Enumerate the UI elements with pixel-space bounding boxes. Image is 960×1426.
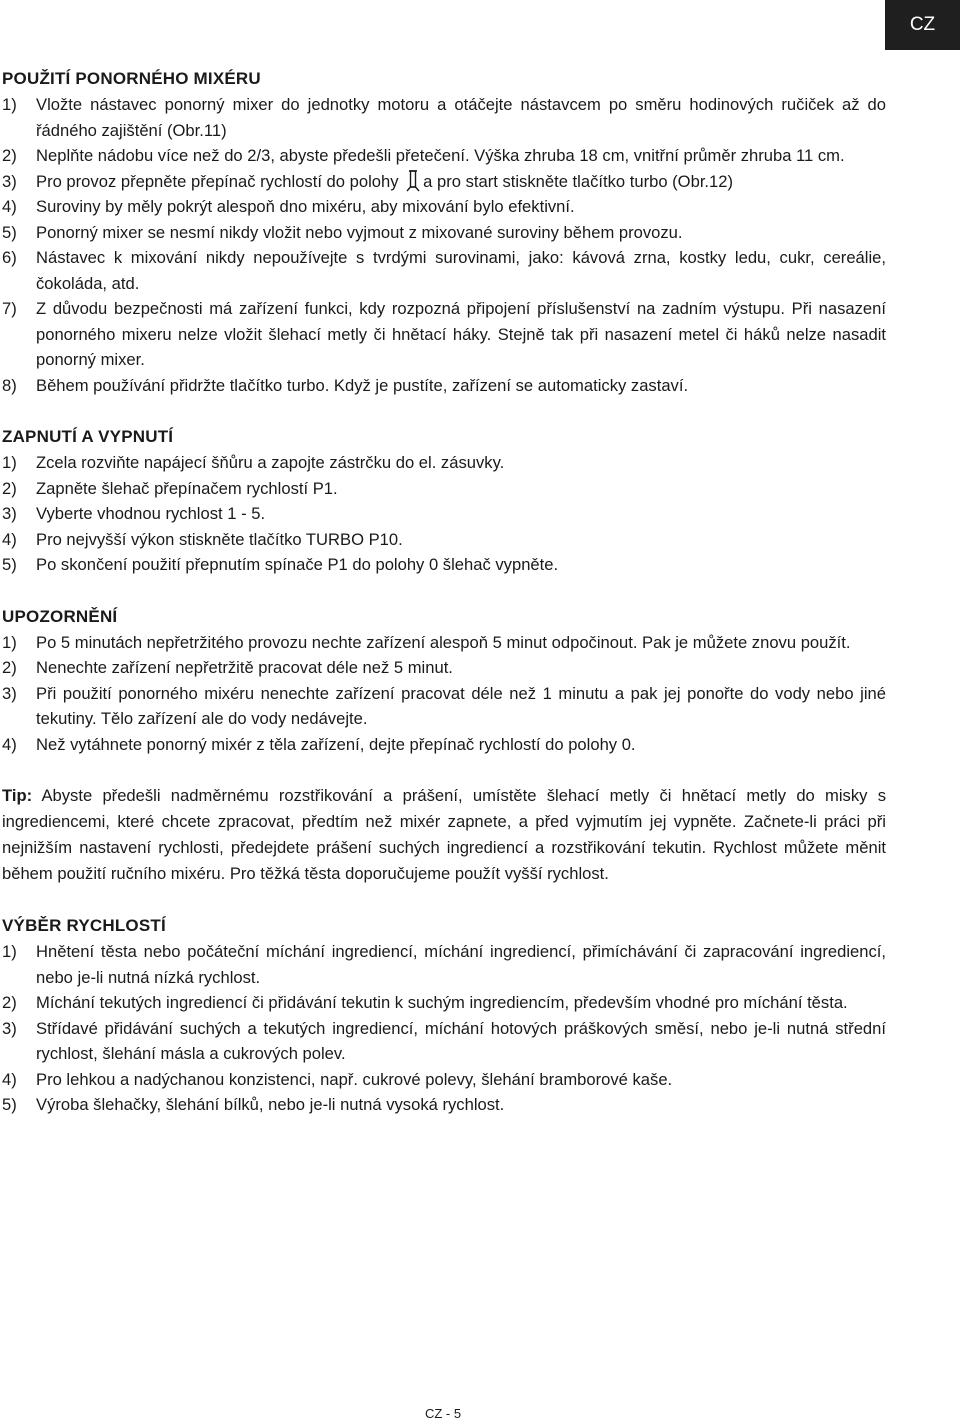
list-item: 8) Během používání přidržte tlačítko turbo. Když je pustíte, zařízení se automaticky zastaví.	[2, 375, 689, 395]
list-item: 3) Střídavé přidávání suchých a tekutých ingrediencí, míchání hotových práškových směsí, nebo je-li nutná střední rychlost, šlehání másla a cukrových polev.	[2, 1018, 886, 1063]
language-tab: CZ	[885, 0, 960, 50]
list-item: 1) Po 5 minutách nepřetržitého provozu nechte zařízení alespoň 5 minut odpočinout. Pak je můžete znovu použít.	[2, 632, 851, 652]
section-warning	[2, 604, 886, 758]
section-heading: UPOZORNĚNÍ	[2, 606, 118, 626]
section-heading: POUŽITÍ PONORNÉHO MIXÉRU	[2, 69, 261, 88]
instruction-list	[2, 939, 886, 1118]
instruction-list	[2, 92, 886, 398]
list-item: 2) Neplňte nádobu více než do 2/3, abyste předešli přetečení. Výška zhruba 18 cm, vnitřní průměr zhruba 11 cm.	[2, 146, 845, 165]
list-item: 4) Pro nejvyšší výkon stiskněte tlačítko TURBO P10.	[2, 529, 403, 549]
list-item: 3) Vyberte vhodnou rychlost 1 - 5.	[2, 504, 266, 523]
list-item: 2) Zapněte šlehač přepínačem rychlostí P1.	[2, 478, 338, 498]
instruction-list	[2, 450, 886, 578]
list-item: 6) Nástavec k mixování nikdy nepoužívejte s tvrdými surovinami, jako: kávová zrna, kostky ledu, cukr, cereálie, čokoláda, atd.	[2, 248, 886, 293]
page-number: CZ - 5	[424, 1406, 462, 1421]
list-item: 7) Z důvodu bezpečnosti má zařízení funkci, kdy rozpozná připojení příslušenství na zadním výstupu. Při nasazení ponorného mixeru nelze vložit šlehací metly či hnětací háky. Stejně tak při nasazení metel či háků nelze nasadit ponorný mixer.	[2, 299, 886, 369]
section-heading: VÝBĚR RYCHLOSTÍ	[2, 916, 166, 935]
list-item: 1) Zcela rozviňte napájecí šňůru a zapojte zástrčku do el. zásuvky.	[2, 453, 505, 472]
list-item: 2) Nenechte zařízení nepřetržitě pracovat déle než 5 minut.	[2, 658, 453, 677]
list-item: 2) Míchání tekutých ingrediencí či přidávání tekutin k suchým ingrediencím, především vhodné pro míchání těsta.	[2, 993, 848, 1012]
manual-content	[2, 66, 886, 1144]
list-item: 5) Výroba šlehačky, šlehání bílků, nebo je-li nutná vysoká rychlost.	[2, 1095, 505, 1114]
list-item: 1) Vložte nástavec ponorný mixer do jednotky motoru a otáčejte nástavcem po směru hodinových ručiček až do řádného zajištění (Obr.11)	[2, 95, 886, 140]
immersion-mixer-icon	[405, 170, 421, 192]
section-speed-selection	[2, 913, 886, 1118]
list-item: 5) Ponorný mixer se nesmí nikdy vložit nebo vyjmout z mixované suroviny během provozu.	[2, 222, 683, 242]
list-item: 3) Při použití ponorného mixéru nenechte zařízení pracovat déle než 1 minutu a pak jej ponořte do vody nebo jiné tekutiny. Tělo zařízení ale do vody nedávejte.	[2, 683, 886, 728]
list-item: 4) Suroviny by měly pokrýt alespoň dno mixéru, aby mixování bylo efektivní.	[2, 197, 575, 216]
list-item: 4) Než vytáhnete ponorný mixér z těla zařízení, dejte přepínač rychlostí do polohy 0.	[2, 734, 636, 754]
tip-label: Tip:	[2, 786, 33, 805]
tip-text: Abyste předešli nadměrnému rozstřikování a prášení, umístěte šlehací metly či hnětací metly do misky s ingrediencemi, které chcete zpracovat, předtím než mixér zapnete, a před vyjmutím jej vypněte. Začnete-li práci při nejnižším nastavení rychlosti, předejdete prášení suchých ingrediencí a rozstřikování tekutin. Rychlost můžete měnit během použití ručního mixéru. Pro těžká těsta doporučujeme použít vyšší rychlost.	[2, 786, 886, 883]
list-item: 4) Pro lehkou a nadýchanou konzistenci, např. cukrové polevy, šlehání bramborové kaše.	[2, 1069, 673, 1089]
section-immersion-mixer	[2, 66, 886, 398]
list-item: 5) Po skončení použití přepnutím spínače P1 do polohy 0 šlehač vypněte.	[2, 555, 559, 574]
section-heading: ZAPNUTÍ A VYPNUTÍ	[2, 427, 174, 446]
instruction-list	[2, 630, 886, 758]
section-on-off	[2, 424, 886, 578]
tip-paragraph	[2, 783, 886, 887]
list-item: 3) Pro provoz přepněte přepínač rychlostí do polohy a pro start stiskněte tlačítko turbo (Obr.12)	[2, 171, 734, 191]
list-item: 1) Hnětení těsta nebo počáteční míchání ingrediencí, míchání ingrediencí, přimíchávání či zapracování ingrediencí, nebo je-li nutná nízká rychlost.	[2, 942, 886, 987]
